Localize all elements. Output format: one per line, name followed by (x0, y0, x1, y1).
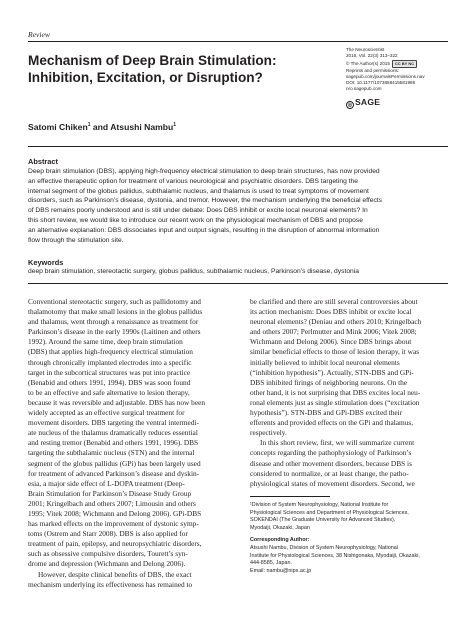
body-line: segment of the globus pallidus (GPi) has been largely used (28, 458, 201, 468)
abstract-line: an effective therapeutic option for treatment of various neurological and psychiatric disorders. DBS targeting the (28, 177, 358, 185)
body-line: mechanism underlying its effectiveness has remained to (28, 579, 193, 589)
journal-name: The Neuroscientist (346, 47, 385, 52)
corresponding-line: Atsushi Nambu, Division of System Neurophysiology, National (250, 544, 398, 551)
title-line: Mechanism of Deep Brain Stimulation: (28, 53, 277, 68)
abstract-line: disorders, such as Parkinson’s disease, dystonia, and tremor. However, the mechanism underlying the beneficial effects (28, 197, 383, 205)
journal-site-link[interactable]: nro.sagepub.com (346, 86, 382, 92)
title-line: Inhibition, Excitation, or Disruption? (28, 70, 263, 85)
article-category: Review (28, 30, 50, 39)
body-line: such as obsessive compulsive disorders, Tourett’s syn- (28, 549, 188, 559)
body-line: ronal elements just as single stimulation does (“excitation (250, 397, 420, 407)
body-line: ate nucleus of the thalamus dramatically reduces essential (28, 428, 198, 438)
body-line: toms (Ostrem and Starr 2008). DBS is also applied for (28, 529, 188, 539)
cc-license-badge: CC BY NC (392, 60, 417, 68)
body-line: has marked effects on the improvement of dystonic symp- (28, 519, 199, 529)
body-line: target in the subcortical structures was put into practice (28, 367, 191, 377)
abstract-line: internal segment of the globus pallidus, subthalamic nucleus, and thalamus is used to treat symptoms of movement (28, 187, 369, 195)
body-line: respectively. (250, 428, 287, 438)
author-name: Satomi Chiken (28, 122, 88, 132)
keywords-heading: Keywords (28, 258, 64, 267)
publisher-logo (346, 97, 380, 109)
corresponding-line: 444-8585, Japan. (250, 560, 292, 567)
footnote (250, 502, 420, 575)
footnote-divider (250, 496, 330, 497)
body-line: (“inhibition hypothesis”). Actually, STN-DBS and GPi- (250, 367, 414, 377)
body-line: widely accepted as an effective surgical treatment for (28, 408, 185, 418)
author-line (28, 122, 176, 132)
body-line: to be an effective and safe alternative to lesion therapy, (28, 387, 190, 397)
journal-info (346, 47, 466, 93)
body-line: thalamotomy that make small lesions in the globus pallidus (28, 307, 203, 317)
body-line: concepts regarding the pathophysiology of Parkinson’s (250, 448, 412, 458)
affiliation-line: ¹Division of System Neurophysiology, National Institute for (250, 502, 389, 508)
body-column-left (28, 297, 234, 590)
body-line: its action mechanism: Does DBS inhibit or excite local (250, 307, 412, 317)
body-line: be clarified and there are still several controversies about (250, 297, 418, 306)
author-name: Atsushi Nambu (110, 122, 174, 132)
body-line: Parkinson’s disease in the early 1990s (Laitinen and others (28, 327, 201, 337)
body-line: other hand, it is not surprising that DBS excites local neu- (250, 387, 421, 397)
abstract-line: of DBS remains poorly understood and is still under debate: Does DBS inhibit or excite local neuronal elements? In (28, 207, 368, 215)
copyright-line (346, 60, 466, 68)
affiliation-line: SOKENDAI (The Graduate University for Advanced Studies), (250, 517, 396, 524)
body-line: movement disorders. DBS targeting the ventral intermedi- (28, 418, 199, 428)
top-divider (28, 41, 448, 42)
body-line: 1995; Vitek 2008; Wichmann and Delong 2006). GPi-DBS (28, 508, 202, 518)
abstract-heading: Abstract (28, 157, 58, 166)
author-conjunction: and (90, 122, 111, 132)
body-line: and thalamus, went through a renaissance as treatment for (28, 317, 199, 327)
publisher-name: SAGE (355, 97, 381, 107)
body-line: In this short review, first, we will summarize current (260, 438, 415, 448)
body-column-right (250, 297, 456, 489)
body-line: Brain Stimulation for Parkinson’s Disease Study Group (28, 488, 192, 498)
affiliation-line: Physiological Sciences and Department of Physiological Sciences, (250, 509, 409, 516)
body-line: disease and other movement disorders, because DBS is (250, 458, 412, 468)
abstract-line: this short review, we would like to introduce our recent work on the physiological mechanism of DBS and propose (28, 216, 363, 224)
abstract-line: flow through the stimulation site. (28, 236, 124, 244)
body-line: physiological states of movement disorders. Second, we (250, 478, 415, 488)
corresponding-email[interactable]: Email: nambu@nips.ac.jp (250, 567, 312, 574)
abstract-text (28, 167, 448, 245)
doi-line[interactable]: DOI: 10.1177/1073858415581986 (346, 80, 416, 86)
article-title (28, 52, 338, 86)
permissions-link[interactable]: sagepub.com/journalsPermissions.nav (346, 73, 425, 79)
body-line: hypothesis”). STN-DBS and GPi-DBS excited their (250, 408, 403, 418)
body-line: and others 2007; Perlmutter and Mink 2006; Vitek 2008; (250, 327, 417, 337)
body-line: esia, a major side effect of L-DOPA treatment (Deep- (28, 478, 185, 488)
body-line: through chronically implanted electrodes into a specific (28, 357, 192, 367)
keywords-text: deep brain stimulation, stereotactic surgery, globus pallidus, subthalamic nucleus, Parkinson’s disease, dystonia (28, 268, 359, 275)
body-line: efferents and provided effects on the GPi and thalamus, (250, 418, 414, 428)
body-line: 1992). Around the same time, deep brain stimulation (28, 337, 183, 347)
body-line: DBS inhibited firings of neighboring neurons. On the (250, 377, 408, 387)
copyright-text: © The Author(s) 2015 (346, 60, 390, 66)
body-line: targeting the subthalamic nucleus (STN) and the internal (28, 448, 195, 458)
abstract-line: Deep brain stimulation (DBS), applying high-frequency electrical stimulation to deep brain structures, has now provided (28, 168, 380, 175)
body-line: Wichmann and Delong 2006). Since DBS brings about (250, 337, 412, 347)
reprints-line: Reprints and permissions: (346, 67, 400, 73)
body-line: initially believed to inhibit local neuronal elements (250, 357, 400, 367)
body-line: (Benabid and others 1991, 1994). DBS was soon found (28, 377, 191, 387)
body-line: drome and depression (Wichmann and Delong 2006). (28, 559, 186, 569)
body-line: 2001; Kringelbach and others 2007; Limousin and others (28, 498, 196, 508)
affiliation-line: Myodaiji, Okazaki, Japan (250, 524, 310, 531)
corresponding-line: Institute for Physiological Sciences, 38 Nishigonaka, Myodaiji, Okazaki, (250, 552, 420, 559)
abstract-divider (28, 146, 448, 147)
body-line: However, despite clinical benefits of DBS, the exact (38, 569, 192, 579)
body-line: neuronal elements? (Deniau and others 2010; Kringelbach (250, 317, 422, 327)
affiliation-marker: 1 (87, 122, 91, 129)
body-line: (DBS) that applies high-frequency electrical stimulation (28, 347, 193, 357)
corresponding-heading: Corresponding Author: (250, 537, 310, 544)
affiliation-marker: 1 (173, 122, 177, 129)
body-line: for treatment of advanced Parkinson’s disease and dyskin- (28, 468, 200, 478)
body-line: similar beneficial effects to those of lesion therapy, it was (250, 347, 420, 357)
body-line: and resting tremor (Benabid and others 1991, 1996). DBS (28, 438, 199, 448)
body-line: Conventional stereotactic surgery, such as pallidotomy and (28, 297, 201, 306)
abstract-line: an alternative explanation: DBS dissociates input and output signals, resulting in the disruption of abnormal information (28, 226, 380, 234)
journal-volume: 2016, Vol. 22(3) 313–322 (346, 53, 398, 59)
body-line: considered to normalize, or at least change, the patho- (250, 468, 409, 478)
body-line: treatment of pain, epilepsy, and neuropsychiatric disorders, (28, 539, 202, 549)
body-line: because it was reversible and adjustable. DBS has now been (28, 397, 206, 407)
body-divider (28, 283, 448, 284)
sage-logo-icon: ◎ (347, 102, 353, 108)
